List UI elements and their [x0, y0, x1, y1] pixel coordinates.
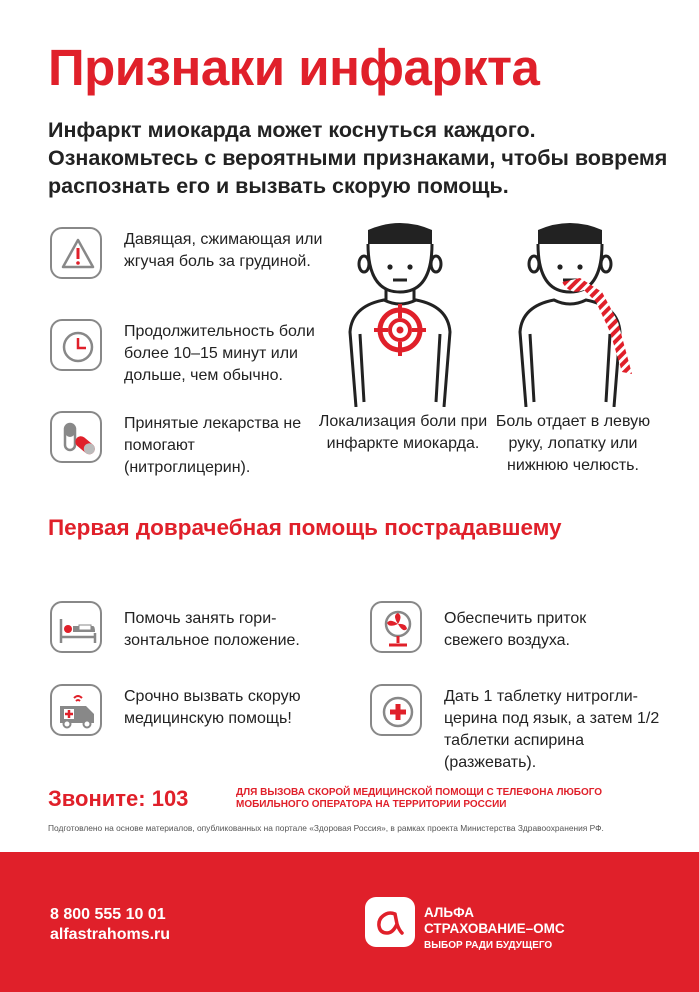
clock-icon — [50, 319, 102, 371]
first-aid-call-ambulance-text: Срочно вызвать скорую медицинскую помощь! — [124, 688, 301, 727]
pills-icon — [50, 411, 102, 463]
alfa-logo-icon — [364, 896, 416, 948]
first-aid-title: Первая доврачебная помощь пострадавшему — [48, 515, 562, 540]
radiating-pain-caption: Боль отдает в левую руку, лопатку или нижнюю челюсть. — [495, 413, 651, 474]
first-aid-lie-down-text: Помочь занять гори-зонтальное положение. — [124, 610, 300, 649]
emergency-call-note: ДЛЯ ВЫЗОВА СКОРОЙ МЕДИЦИНСКОЙ ПОМОЩИ С ТЕЛЕФОНА ЛЮБОГО МОБИЛЬНОГО ОПЕРАТОРА НА ТЕРРИТОРИИ РОССИИ — [236, 787, 603, 810]
brand-tagline: ВЫБОР РАДИ БУДУЩЕГО — [424, 940, 553, 951]
source-note: Подготовлено на основе материалов, опубликованных на портале «Здоровая Россия», в рамках проекта Министерства Здравоохранения РФ. — [48, 823, 604, 833]
radiating-pain-figure — [510, 222, 634, 407]
ambulance-icon — [50, 684, 102, 736]
intro-text: Инфаркт миокарда может коснуться каждого. Ознакомьтесь с вероятными признаками, чтобы вовремя распознать его и вызвать скорую помощь. — [48, 118, 668, 198]
symptom-duration-text: Продолжительность боли более 10–15 минут или дольше, чем обычно. — [124, 323, 315, 384]
footer-website: alfastrahoms.ru — [50, 926, 171, 943]
brand-name-line1: АЛЬФА — [424, 905, 475, 920]
symptom-medicine-text: Принятые лекарства не помогают (нитроглицерин). — [124, 415, 302, 476]
chest-pain-figure — [340, 222, 464, 407]
chest-pain-caption: Локализация боли при инфаркте миокарда. — [318, 413, 488, 452]
bed-icon — [50, 601, 102, 653]
first-aid-medication-text: Дать 1 таблетку нитрогли-церина под язык, а затем 1/2 таблетки аспирина (разжевать). — [444, 688, 660, 771]
symptom-pain-text: Давящая, сжимающая или жгучая боль за грудиной. — [124, 231, 323, 270]
first-aid-fresh-air-text: Обеспечить приток свежего воздуха. — [444, 610, 587, 649]
fan-icon — [370, 601, 422, 653]
medical-cross-icon — [370, 684, 422, 736]
brand-name-line2: СТРАХОВАНИЕ–ОМС — [424, 921, 565, 936]
emergency-call-number: Звоните: 103 — [48, 786, 189, 811]
page-title: Признаки инфаркта — [48, 39, 540, 96]
warning-icon — [50, 227, 102, 279]
footer-phone: 8 800 555 10 01 — [50, 906, 166, 923]
